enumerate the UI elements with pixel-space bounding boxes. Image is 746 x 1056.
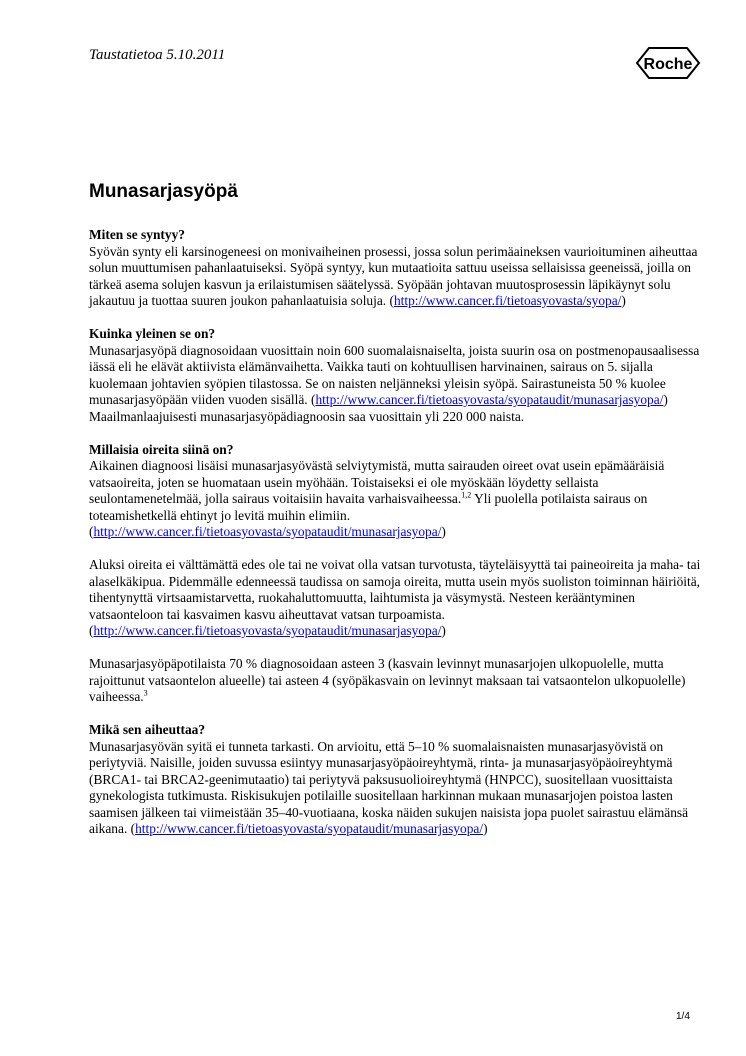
section-heading: Millaisia oireita siinä on? — [89, 441, 234, 457]
source-link[interactable]: http://www.cancer.fi/tietoasyovasta/syopataudit/munasarjasyopa/ — [315, 392, 664, 407]
paragraph-text: Aikainen diagnoosi lisäisi munasarjasyövästä selviytymistä, mutta sairauden oireet ovat usein epämääräisiä vatsaoireita, joten se huomataan usein myöhään. Toistaiseksi ei ole myöskään löydetty sellaista seulontamenetelmää, jolla sairaus voitaisiin havaita varhaisvaiheessa. — [89, 458, 665, 506]
paragraph — [89, 557, 701, 640]
paragraph-text: Munasarjasyöpäpotilaista 70 % diagnosoidaan asteen 3 (kasvain levinnyt munasarjojen ulkopuolelle, mutta rajoittunut vatsaontelon alueelle) tai asteen 4 (syöpäkasvain on levinnyt maksaan tai vatsaontelon ulkopuolelle) vaiheessa. — [89, 656, 686, 704]
paragraph-text-end: ) — [483, 821, 488, 836]
paragraph-text: Munasarjasyöpä diagnosoidaan vuosittain noin 600 suomalaisnaiselta, joista suurin osa on postmenopausaalisessa iässä eli he elävät aktiivista elämänvaihetta. Vaikka tauti on kohtuullisen harvinainen, sairaus on 5. sijalla kuolemaan johtavien syöpien tilastossa. Se on naisten neljänneksi yleisin syöpä. Sairastuneista 50 % kuolee munasarjasyöpään viiden vuoden sisällä. ( — [89, 342, 700, 407]
logo-text: Roche — [643, 56, 693, 73]
section-prevalence — [89, 326, 701, 425]
paragraph — [89, 739, 701, 838]
section-heading: Kuinka yleinen se on? — [89, 326, 216, 341]
section-symptoms — [89, 442, 701, 706]
footnote-ref: 1,2 — [461, 490, 472, 500]
roche-logo — [635, 46, 701, 80]
paragraph — [89, 343, 701, 426]
section-heading: Miten se syntyy? — [89, 227, 185, 242]
document-body — [89, 227, 701, 854]
section-origin — [89, 227, 701, 310]
source-link[interactable]: http://www.cancer.fi/tietoasyovasta/syopa/ — [393, 293, 622, 308]
paragraph — [89, 656, 701, 706]
paragraph-text: Syövän synty eli karsinogeneesi on monivaiheinen prosessi, jossa solun perimäaineksen vaurioituminen aiheuttaa solun muuttumisen pahanlaatuiseksi. Syöpä syntyy, kun mutaatioita sattuu useissa sellaisissa geeneissä, joilla on tärkeä asema solujen kasvun ja erilaistumisen säätelyssä. Syöpään johtavan muutosprosessin läpikäynyt solu jakautuu ja tuottaa suuren joukon pahanlaatuisia soluja. ( — [89, 243, 698, 308]
paragraph-text-end: ) — [441, 623, 446, 638]
header-note: Taustatietoa 5.10.2011 — [89, 47, 226, 63]
page-title: Munasarjasyöpä — [89, 181, 238, 202]
paragraph — [89, 244, 701, 310]
footnote-ref: 3 — [143, 688, 148, 698]
paragraph-text: Aluksi oireita ei välttämättä edes ole tai ne voivat olla vatsan turvotusta, täyteläisyyttä tai paineoireita ja maha- tai alaselkäkipua. Pidemmälle edenneessä taudissa on samoja oireita, mutta usein myös suoliston toiminnan häiriöitä, tihentynyttä virtsaamistarvetta, ruokahaluttomuutta, laihtumista ja väsymystä. Nesteen kerääntyminen vatsaonteloon tai kasvaimen kasvu aiheuttavat vatsan turpoamista. ( — [89, 557, 701, 638]
paragraph-text: Munasarjasyövän syitä ei tunneta tarkasti. On arvioitu, että 5–10 % suomalaisnaisten munasarjasyövistä on periytyviä. Naisille, joiden suvussa esiintyy munasarjasyöpäoireyhtymä, rinta- ja munasarjasyöpäoireyhtymä (BRCA1- tai BRCA2-geenimutaatio) tai periytyvä paksusuolioireyhtymä (HNPCC), suositellaan vuosittaista gynekologista tutkimusta. Riskisukujen potilaille suositellaan harkinnan mukaan munasarjojen poistoa lasten saamisen jälkeen tai viimeistään 35–40-vuotiaana, koska näiden sukujen naisista jopa puolet sairastuu elämänsä aikana. ( — [89, 738, 689, 836]
section-heading: Mikä sen aiheuttaa? — [89, 722, 206, 737]
paragraph-text-end: ) — [621, 293, 626, 308]
paragraph-text-end: ) Maailmanlaajuisesti munasarjasyöpädiagnoosin saa vuosittain yli 220 000 naista. — [89, 392, 668, 424]
paragraph — [89, 458, 701, 541]
source-link[interactable]: http://www.cancer.fi/tietoasyovasta/syopataudit/munasarjasyopa/ — [93, 524, 442, 539]
paragraph-text-end: ) — [441, 524, 446, 539]
section-causes — [89, 722, 701, 838]
source-link[interactable]: http://www.cancer.fi/tietoasyovasta/syopataudit/munasarjasyopa/ — [93, 623, 442, 638]
page-number: 1/4 — [676, 1011, 690, 1022]
paragraph-text: Yli puolella potilaista sairaus on toteamishetkellä ehtinyt jo levitä muihin elimiin. ( — [89, 491, 648, 539]
source-link[interactable]: http://www.cancer.fi/tietoasyovasta/syopataudit/munasarjasyopa/ — [135, 821, 484, 836]
